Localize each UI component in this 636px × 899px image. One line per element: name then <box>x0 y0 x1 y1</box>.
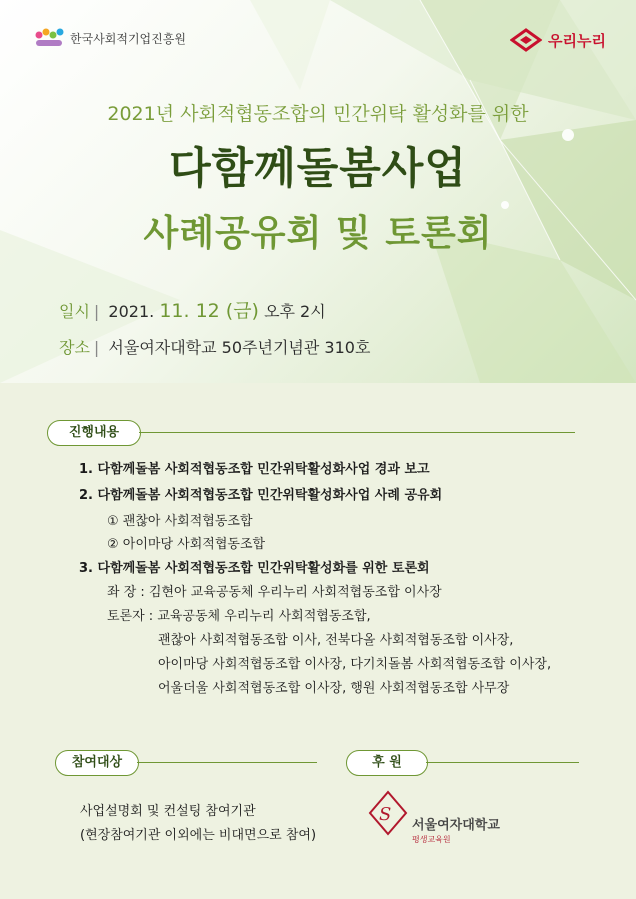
sponsor-heading: 후 원 <box>346 750 428 776</box>
event-place: 장소 | 서울여자대학교 50주년기념관 310호 <box>59 338 371 357</box>
program-subitem: ② 아이마당 사회적협동조합 <box>107 537 266 552</box>
program-detail: 토론자 : 교육공동체 우리누리 사회적협동조합, <box>107 609 371 624</box>
kosea-logo-text: 한국사회적기업진흥원 <box>70 31 186 46</box>
program-item: 3. 다함께돌봄 사회적협동조합 민간위탁활성화를 위한 토론회 <box>79 561 430 576</box>
program-item: 2. 다함께돌봄 사회적협동조합 민간위탁활성화사업 사례 공유회 <box>79 488 443 503</box>
date-suffix: 오후 2시 <box>264 302 326 321</box>
program-detail: 좌 장 : 김현아 교육공동체 우리누리 사회적협동조합 이사장 <box>107 585 442 600</box>
kosea-logo <box>34 27 186 49</box>
event-subtitle: 2021년 사회적협동조합의 민간위탁 활성화를 위한 <box>107 103 529 125</box>
participants-line: 사업설명회 및 컨설팅 참여기관 <box>80 804 256 819</box>
header-section <box>0 0 636 383</box>
event-title-sub: 사례공유회 및 토론회 <box>143 213 493 254</box>
woorinuri-logo-text: 우리누리 <box>548 31 606 50</box>
participants-divider <box>137 762 317 763</box>
place-label: 장소 <box>59 338 90 357</box>
sponsor-name: 서울여자대학교 <box>412 818 500 833</box>
program-divider <box>139 432 575 433</box>
date-highlight: 11. 12 (금) <box>159 300 259 322</box>
participants-line: (현장참여기관 이외에는 비대면으로 참여) <box>80 828 317 843</box>
woorinuri-logo <box>510 28 606 52</box>
swu-emblem-icon <box>368 790 408 836</box>
sponsor-divider <box>426 762 579 763</box>
event-title-main: 다함께돌봄사업 <box>169 144 467 194</box>
program-subitem: ① 괜찮아 사회적협동조합 <box>107 514 253 529</box>
woorinuri-logo-icon <box>510 28 542 52</box>
participants-heading: 참여대상 <box>55 750 139 776</box>
program-detail: 아이마당 사회적협동조합 이사장, 다기치돌봄 사회적협동조합 이사장, <box>158 657 552 672</box>
program-heading: 진행내용 <box>47 420 141 446</box>
program-item: 1. 다함께돌봄 사회적협동조합 민간위탁활성화사업 경과 보고 <box>79 462 430 477</box>
date-prefix: 2021. <box>108 302 155 321</box>
svg-text:S: S <box>379 804 392 825</box>
kosea-logo-icon <box>34 27 64 49</box>
event-date: 일시 | 2021. 11. 12 (금) 오후 2시 <box>59 300 326 322</box>
program-detail: 어울더울 사회적협동조합 이사장, 행원 사회적협동조합 사무장 <box>158 681 510 696</box>
date-label: 일시 <box>59 302 90 321</box>
place-value: 서울여자대학교 50주년기념관 310호 <box>108 338 371 357</box>
program-detail: 괜찮아 사회적협동조합 이사, 전북다올 사회적협동조합 이사장, <box>158 633 514 648</box>
sponsor-subname: 평생교육원 <box>412 835 451 844</box>
